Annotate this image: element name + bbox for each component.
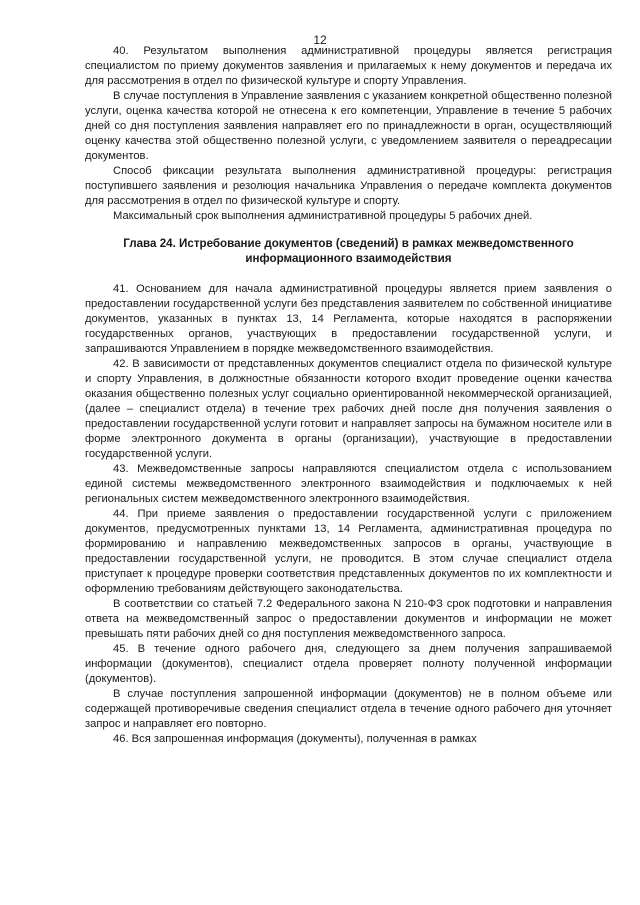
paragraph-46: 46. Вся запрошенная информация (документы), полученная в рамках: [113, 733, 477, 745]
paragraph-43: 43. Межведомственные запросы направляются специалистом отдела с использованием единой системы межведомственного электронного взаимодействия и подключаемых к ней региональных систем межведомственного электронного взаимодействия.: [85, 463, 612, 505]
paragraph-42: 42. В зависимости от представленных документов специалист отдела по физической культуре и спорту Управления, в должностные обязанности которого входит проведение оценки качества оказания общественно полезных услуг социально ориентированной некоммерческой организацией, (далее – специалист отдела) в течение трех рабочих дней после дня получения заявления о предоставлении государственной услуги готовит и направляет запросы на бумажном носителе или в форме электронного документа в органы (организации), участвующие в предоставлении государственной услуги.: [85, 358, 612, 460]
paragraph-44: 44. При приеме заявления о предоставлении государственной услуги с приложением документов, предусмотренных пунктами 13, 14 Регламента, административная процедура по формированию и направлению межведомственных запросов в органы, участвующие в предоставлении государственной услуги, не проводится. В этом случае специалист отдела приступает к процедуре проверки соответствия представленных документов по их комплектности и оформлению требованиям действующего законодательства.: [85, 508, 612, 595]
chapter-heading: Глава 24. Истребование документов (сведений) в рамках межведомственного информационного взаимодействия: [123, 237, 574, 265]
paragraph-law-reference: В соответствии со статьей 7.2 Федерального закона N 210-ФЗ срок подготовки и направления ответа на межведомственный запрос о предоставлении документов и информации не может превышать пяти рабочих дней со дня поступления межведомственного запроса.: [85, 598, 612, 640]
paragraph-45: 45. В течение одного рабочего дня, следующего за днем получения запрашиваемой информации (документов), специалист отдела проверяет полноту полученной информации (документов).: [85, 643, 612, 685]
page-number: 12: [313, 33, 327, 47]
paragraph-redirect: В случае поступления в Управление заявления с указанием конкретной общественно полезной услуги, оценка качества которой не отнесена к его компетенции, Управление в течение 5 рабочих дней со дня поступления заявления направляет его по принадлежности в орган, осуществляющий оценку качества этой общественно полезной услуги, с уведомлением заявителя о переадресации документов.: [85, 90, 612, 162]
document-body: [85, 44, 612, 747]
paragraph-clarification: В случае поступления запрошенной информации (документов) не в полном объеме или содержащей противоречивые сведения специалист отдела в течение одного рабочего дня уточняет запрос и направляет его повторно.: [85, 688, 612, 730]
paragraph-41: 41. Основанием для начала административной процедуры является прием заявления о предоставлении государственной услуги без представления заявителем по собственной инициативе документов, указанных в пунктах 13, 14 Регламента, которые находятся в распоряжении государственных органов, участвующих в предоставлении государственной услуги, и запрашиваются Управлением в порядке межведомственного взаимодействия.: [85, 283, 612, 355]
paragraph-max-term: Максимальный срок выполнения административной процедуры 5 рабочих дней.: [113, 210, 533, 222]
paragraph-40: 40. Результатом выполнения административной процедуры является регистрация специалистом по приему документов заявления и прилагаемых к нему документов и передача их для рассмотрения в отдел по физической культуре и спорту Управления.: [85, 45, 612, 87]
paragraph-fixation: Способ фиксации результата выполнения административной процедуры: регистрация поступившего заявления и резолюция начальника Управления о передаче комплекта документов для рассмотрения в отдел по физической культуре и спорту.: [85, 165, 612, 207]
